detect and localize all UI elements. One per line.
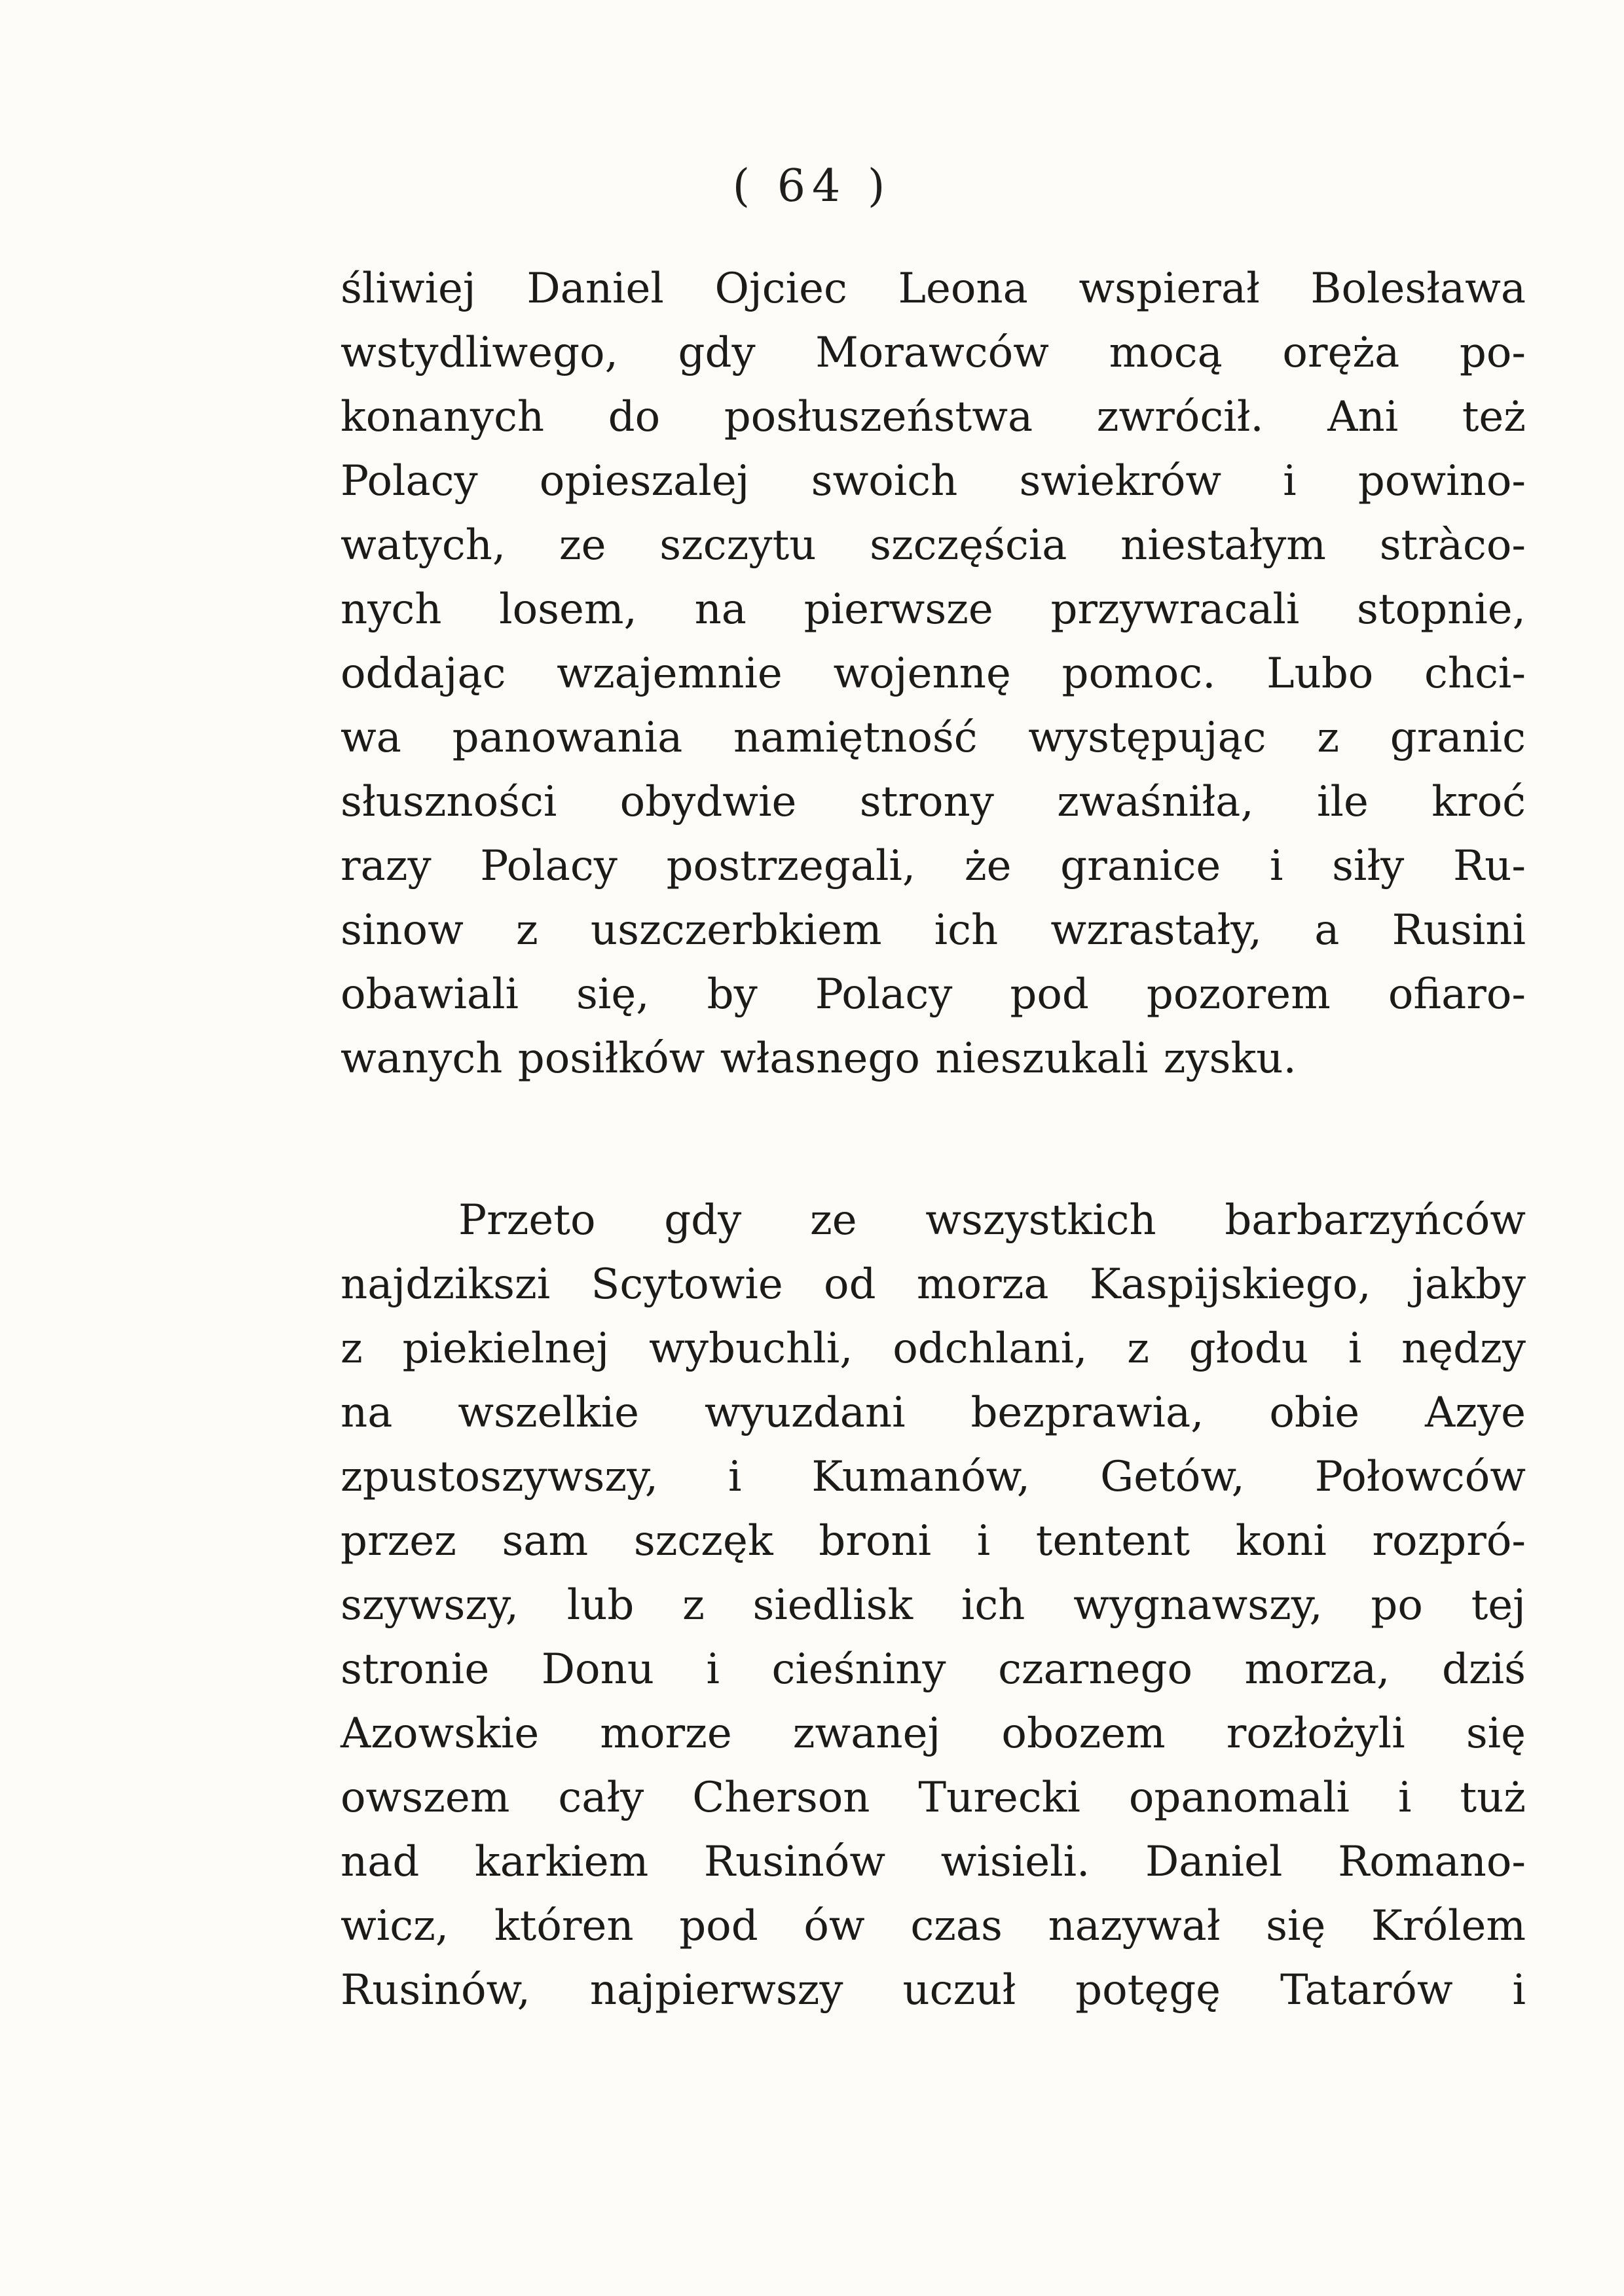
text-line: konanych do posłuszeństwa zwrócił. Ani też	[341, 393, 1526, 441]
text-line: wa panowania namiętność występując z granic	[341, 714, 1526, 762]
text-line: Przeto gdy ze wszystkich barbarzyńców	[458, 1196, 1526, 1245]
text-line: Azowskie morze zwanej obozem rozłożyli się	[341, 1709, 1526, 1758]
page-number: ( 64 )	[732, 160, 892, 212]
text-line: słuszności obydwie strony zwaśniła, ile kroć	[341, 778, 1526, 826]
text-line: Rusinów, najpierwszy uczuł potęgę Tatarów i	[341, 1966, 1526, 2014]
text-line: wicz, któren pod ów czas nazywał się Królem	[341, 1902, 1526, 1950]
text-line: zpustoszywszy, i Kumanów, Getów, Połowców	[341, 1453, 1526, 1501]
text-line: wanych posiłków własnego nieszukali zysku.	[341, 1034, 1297, 1083]
text-line: watych, ze szczytu szczęścia niestałym stràco-	[341, 521, 1526, 570]
text-line: na wszelkie wyuzdani bezprawia, obie Azye	[341, 1389, 1526, 1437]
text-line: stronie Donu i cieśniny czarnego morza, dziś	[341, 1645, 1526, 1694]
text-line: nych losem, na pierwsze przywracali stopnie,	[341, 585, 1526, 634]
text-line: śliwiej Daniel Ojciec Leona wspierał Bolesława	[341, 264, 1526, 313]
text-line: oddając wzajemnie wojennę pomoc. Lubo chci-	[341, 649, 1526, 698]
text-line: owszem cały Cherson Turecki opanomali i tuż	[341, 1774, 1526, 1822]
text-line: najdzikszi Scytowie od morza Kaspijskiego, jakby	[341, 1260, 1526, 1309]
text-line: nad karkiem Rusinów wisieli. Daniel Romano-	[341, 1838, 1526, 1886]
text-line: przez sam szczęk broni i tentent koni rozpró-	[341, 1517, 1526, 1565]
text-line: z piekielnej wybuchli, odchlani, z głodu i nędzy	[341, 1324, 1526, 1373]
text-line: szywszy, lub z siedlisk ich wygnawszy, po tej	[341, 1581, 1526, 1630]
paragraph-1	[341, 257, 1526, 1091]
text-line: Polacy opieszalej swoich swiekrów i powino-	[341, 457, 1526, 505]
text-line: obawiali się, by Polacy pod pozorem ofiaro-	[341, 970, 1526, 1019]
text-line: sinow z uszczerbkiem ich wzrastały, a Rusini	[341, 906, 1526, 955]
text-line: razy Polacy postrzegali, że granice i siły Ru-	[341, 842, 1526, 890]
paragraph-2	[341, 1188, 1526, 2022]
text-line: wstydliwego, gdy Morawców mocą oręża po-	[341, 329, 1526, 377]
